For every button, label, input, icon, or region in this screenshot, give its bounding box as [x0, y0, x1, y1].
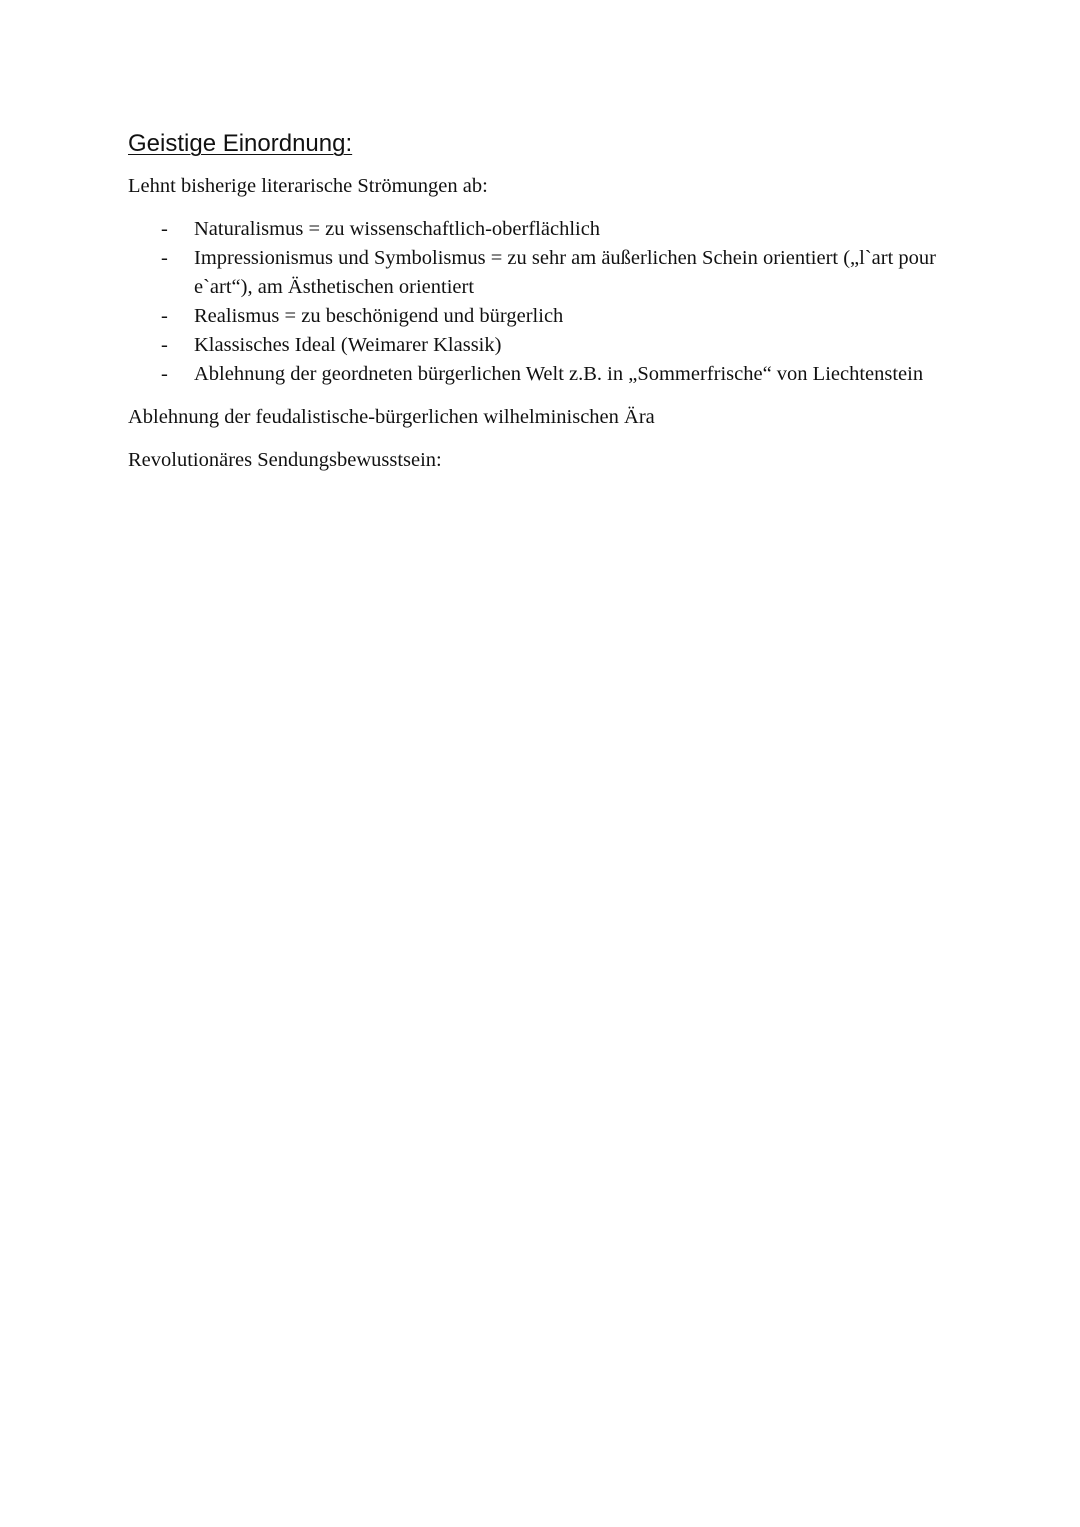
body-paragraph: Revolutionäres Sendungsbewusstsein:: [128, 449, 442, 471]
list-item: [128, 215, 958, 244]
list-item: [128, 360, 958, 389]
list-item-text: Realismus = zu beschönigend und bürgerlich: [194, 305, 564, 327]
intro-paragraph: Lehnt bisherige literarische Strömungen ab:: [128, 175, 488, 197]
list-item-text: Ablehnung der geordneten bürgerlichen Welt z.B. in „Sommerfrische“ von Liechtenstein: [194, 363, 924, 385]
section-heading: Geistige Einordnung:: [128, 130, 353, 157]
list-item: [128, 331, 958, 360]
bullet-dash: -: [161, 305, 168, 327]
bullet-dash: -: [161, 218, 168, 240]
bullet-dash: -: [161, 247, 168, 269]
list-item-text: Naturalismus = zu wissenschaftlich-oberflächlich: [194, 218, 601, 240]
bullet-list: [128, 215, 958, 389]
list-item: [128, 244, 958, 302]
list-item-text: Klassisches Ideal (Weimarer Klassik): [194, 334, 502, 356]
bullet-dash: -: [161, 334, 168, 356]
document-body: [128, 128, 958, 475]
body-paragraph: Ablehnung der feudalistische-bürgerlichen wilhelminischen Ära: [128, 406, 655, 428]
list-item: [128, 302, 958, 331]
bullet-dash: -: [161, 363, 168, 385]
list-item-text: Impressionismus und Symbolismus = zu sehr am äußerlichen Schein orientiert („l`art pour e`art“), am Ästhetischen orientiert: [194, 247, 937, 298]
